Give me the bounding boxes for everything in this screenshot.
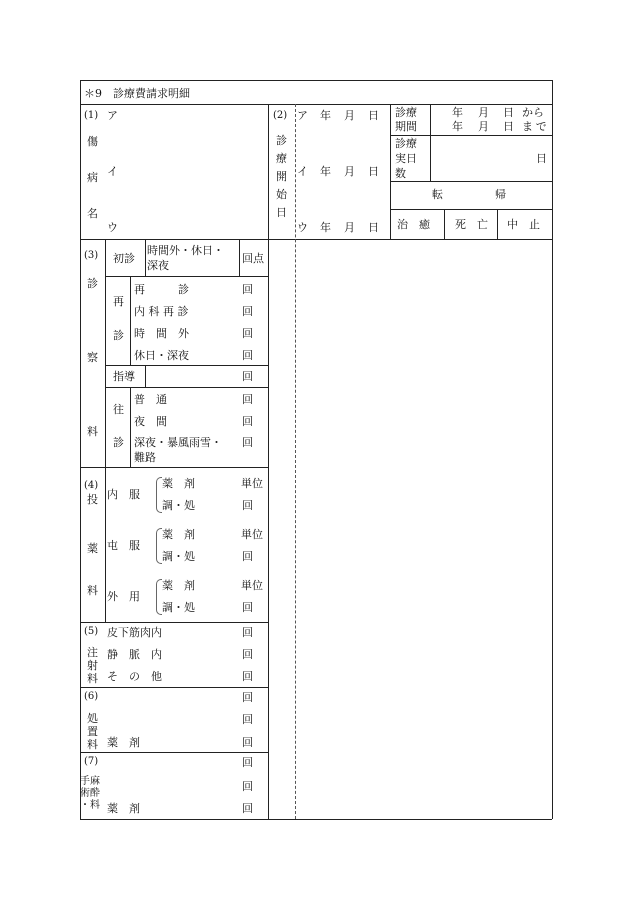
outcome-header-2: 帰 [495,188,506,201]
revisit-label-char: 再 [113,295,124,308]
oral-drug-label: 薬 剤 [162,477,195,490]
surgery-row-label: 薬 剤 [107,802,140,815]
prn-dispense-unit: 回 [242,550,253,563]
home-visit-label-char: 診 [113,436,124,449]
home-visit-row-unit: 回 [242,436,253,449]
home-visit-row-unit: 回 [242,393,253,406]
revisit-row-label: 時 間 外 [134,327,189,340]
injection-row-unit: 回 [242,648,253,661]
sec2-label-char: 開 [276,170,287,183]
start-date-u-day: 日 [368,221,379,234]
surgery-row-unit: 回 [242,780,253,793]
period-from-year: 年 [452,106,463,119]
days-unit: 日 [536,152,547,165]
revisit-row-unit: 回 [242,349,253,362]
initial-visit-unit: 回点 [242,252,264,265]
sec6-label-char: 処 [87,712,98,725]
start-date-i-month: 月 [344,165,355,178]
start-date-i-key: イ [297,165,308,178]
procedure-row-unit: 回 [242,736,253,749]
revisit-row-label: 再 診 [134,283,189,296]
prn-drug-unit: 単位 [241,528,263,541]
sec3-label-char: 察 [87,351,98,364]
period-from-day: 日 [503,106,514,119]
injection-row-unit: 回 [242,670,253,683]
sec7-label-line3: ・料 [80,800,100,811]
home-visit-row-label: 普 通 [134,393,167,406]
sec5-label-char: 料 [87,672,98,685]
sec3-label-char: 診 [87,277,98,290]
prn-drug-label: 薬 剤 [162,528,195,541]
sec5-label-char: 射 [87,659,98,672]
home-visit-label-char: 往 [113,403,124,416]
topical-label: 外 用 [107,590,140,603]
sec1-label-char: 病 [87,171,98,184]
sec7-label-line1: 手麻 [80,776,100,787]
period-from-suffix: から [522,106,544,119]
oral-drug-unit: 単位 [241,477,263,490]
start-date-i-day: 日 [368,165,379,178]
sec7-number: (7) [84,756,99,767]
sec1-label-char: 傷 [87,135,98,148]
surgery-row-unit: 回 [242,802,253,815]
surgery-row-unit: 回 [242,756,253,769]
sec4-label-char: 投 [87,493,98,506]
guidance-label: 指導 [113,370,135,383]
procedure-row-unit: 回 [242,713,253,726]
injection-row-label: 静 脈 内 [107,648,162,661]
disease-u-label: ウ [107,221,118,234]
period-from-month: 月 [478,106,489,119]
guidance-unit: 回 [242,370,253,383]
initial-visit-label: 初診 [113,252,135,265]
start-date-a-day: 日 [368,109,379,122]
oral-dispense-label: 調・処 [162,499,195,512]
topical-drug-unit: 単位 [241,579,263,592]
sec2-label-char: 始 [276,188,287,201]
initial-visit-desc-2: 深夜 [147,259,169,272]
start-date-a-year: 年 [320,109,331,122]
start-date-u-key: ウ [297,221,308,234]
start-date-a-month: 月 [344,109,355,122]
period-label-line2: 期間 [395,120,417,133]
injection-row-label: 皮下筋肉内 [107,626,162,639]
procedure-row-unit: 回 [242,691,253,704]
topical-drug-label: 薬 剤 [162,579,195,592]
disease-i-label: イ [107,165,118,178]
outcome-stopped: 中 止 [507,218,540,231]
sec1-label-char: 名 [87,207,98,220]
sec3-number: (3) [84,250,99,261]
days-label-line1: 診療 [395,137,417,150]
sec2-number: (2) [273,110,288,121]
oral-label: 内 服 [107,488,140,501]
sec6-label-char: 置 [87,725,98,738]
revisit-row-unit: 回 [242,305,253,318]
days-label-line2: 実日 [395,152,417,165]
revisit-row-unit: 回 [242,327,253,340]
disease-a-label: ア [107,109,118,122]
sec2-label-char: 療 [276,152,287,165]
topical-dispense-label: 調・処 [162,601,195,614]
start-date-a-key: ア [297,109,308,122]
injection-row-label: そ の 他 [107,670,162,683]
sec4-number: (4) [84,480,99,491]
oral-dispense-unit: 回 [242,499,253,512]
outcome-died: 死 亡 [455,218,488,231]
outcome-cured: 治 癒 [397,218,430,231]
initial-visit-desc-1: 時間外・休日・ [147,244,224,257]
injection-row-unit: 回 [242,626,253,639]
sec2-label-char: 日 [276,206,287,219]
start-date-i-year: 年 [320,165,331,178]
days-label-line3: 数 [395,167,406,180]
period-to-year: 年 [452,120,463,133]
revisit-label-char: 診 [113,329,124,342]
sec6-number: (6) [84,691,99,702]
topical-dispense-unit: 回 [242,601,253,614]
sec5-number: (5) [84,626,99,637]
period-to-month: 月 [478,120,489,133]
sec4-label-char: 料 [87,584,98,597]
sec2-label-char: 診 [276,134,287,147]
period-to-suffix: まで [522,120,550,133]
revisit-row-unit: 回 [242,283,253,296]
sec4-label-char: 薬 [87,542,98,555]
start-date-u-month: 月 [344,221,355,234]
revisit-row-label: 休日・深夜 [134,349,189,362]
sec3-label-char: 料 [87,425,98,438]
prn-label: 屯 服 [107,539,140,552]
home-visit-row-label-2: 難路 [134,451,156,464]
home-visit-row-unit: 回 [242,415,253,428]
procedure-row-label: 薬 剤 [107,736,140,749]
period-to-day: 日 [503,120,514,133]
sec1-number: (1) [84,110,99,121]
start-date-u-year: 年 [320,221,331,234]
sec7-label-line2: 術酔 [80,788,100,799]
revisit-row-label: 内 科 再 診 [134,305,189,318]
outcome-header-1: 転 [432,188,443,201]
home-visit-row-label: 深夜・暴風雨雪・ [134,436,222,449]
form-title: ＊9 診療費請求明細 [84,87,190,100]
prn-dispense-label: 調・処 [162,550,195,563]
sec6-label-char: 料 [87,738,98,751]
period-label-line1: 診療 [395,106,417,119]
home-visit-row-label: 夜 間 [134,415,167,428]
sec5-label-char: 注 [87,646,98,659]
